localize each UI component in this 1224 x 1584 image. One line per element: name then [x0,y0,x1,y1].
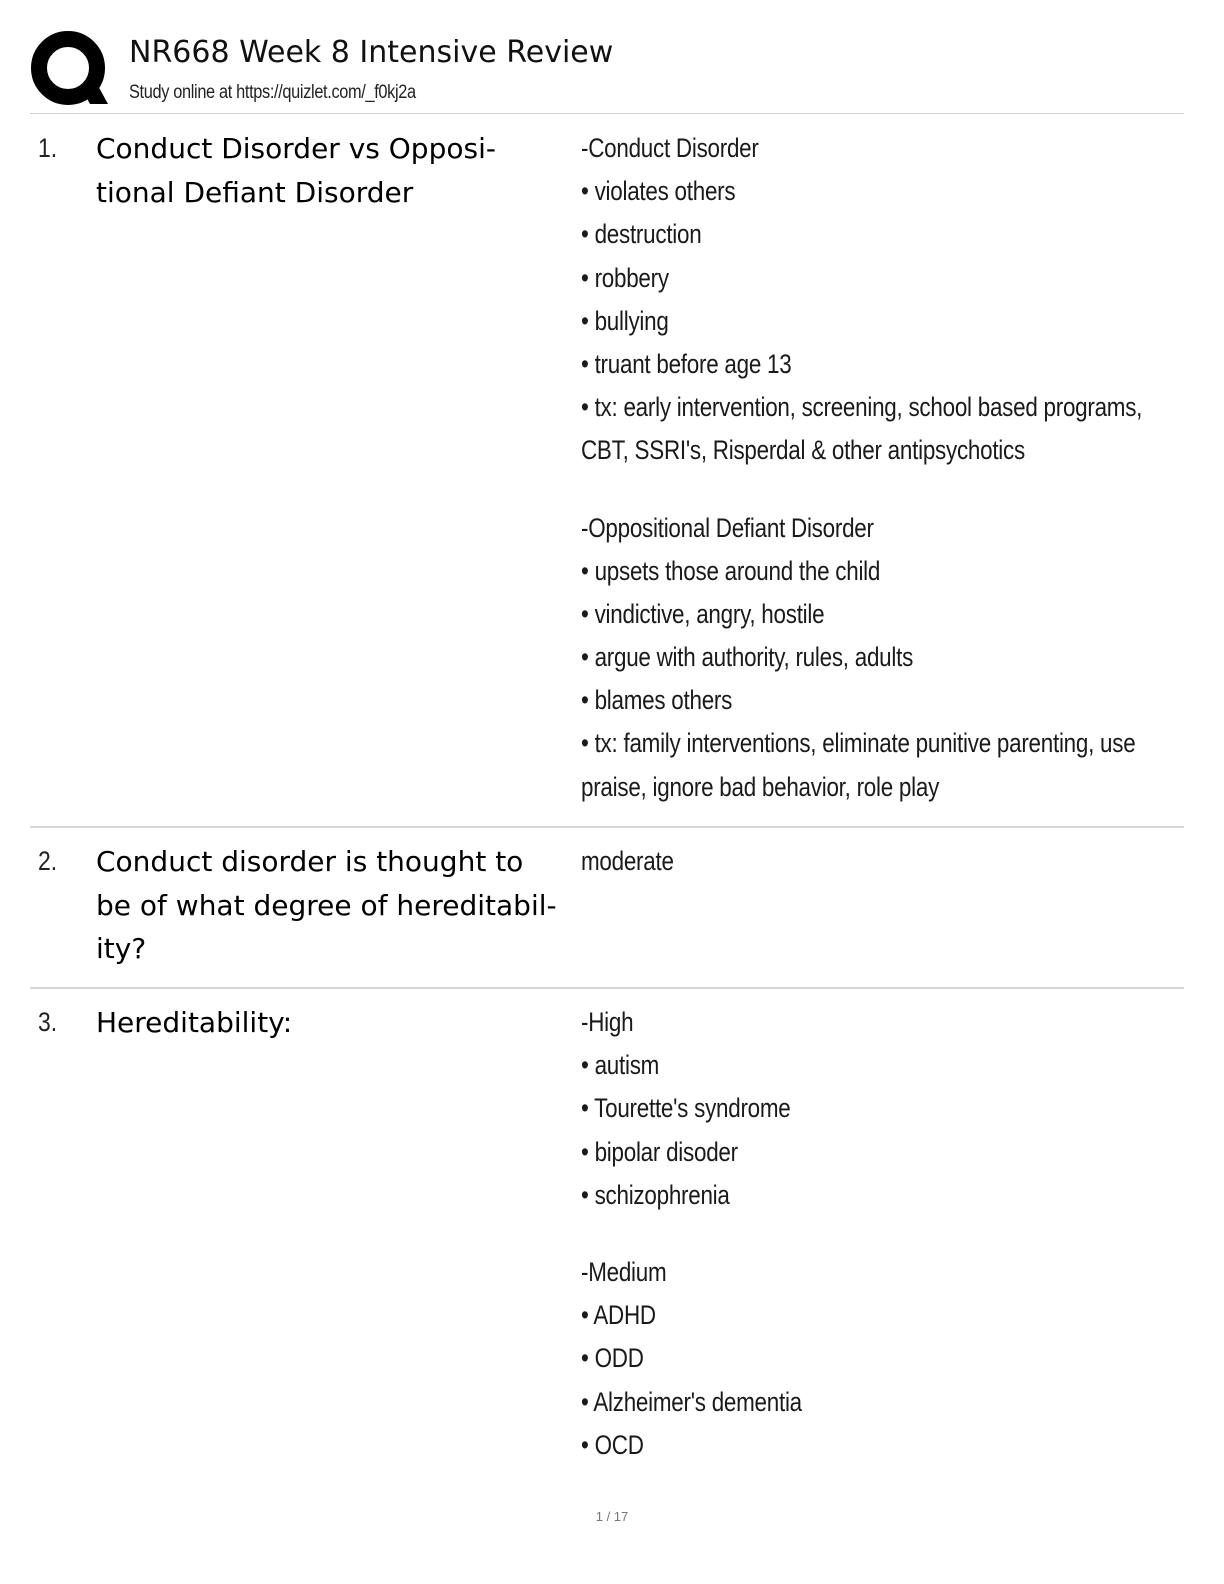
card-definition [581,127,1179,809]
term-line: be of what degree of hereditabil- [96,888,557,922]
definition-line: • tx: family interventions, eliminate punitive parenting, use [581,728,1136,759]
definition-line: • bullying [581,305,669,336]
definition-line: -High [581,1007,634,1037]
definition-line: • argue with authority, rules, adults [581,642,914,673]
card-divider [30,826,1184,828]
definition-line: • robbery [581,262,669,293]
card-number: 3. [38,1007,58,1037]
card-term [96,1001,576,1045]
definition-line: • Alzheimer's dementia [581,1386,802,1417]
card-term [96,127,576,214]
term-line: Conduct disorder is thought to [96,845,524,878]
definition-line: moderate [581,846,674,876]
definition-line: • autism [581,1050,660,1081]
definition-line: • upsets those around the child [581,555,881,586]
card-definition [581,840,1179,883]
definition-line: • Tourette's syndrome [581,1093,791,1124]
quizlet-logo-tail-icon [30,30,110,110]
definition-line: praise, ignore bad behavior, role play [581,771,940,802]
definition-line: -Oppositional Defiant Disorder [581,512,874,543]
definition-line: • destruction [581,219,702,250]
card-number: 2. [38,846,58,876]
definition-line: • vindictive, angry, hostile [581,598,825,629]
definition-line: -Conduct Disorder [581,133,759,163]
header-divider [30,113,1184,114]
term-line: tional Defiant Disorder [96,175,414,209]
definition-line: • truant before age 13 [581,348,792,379]
study-online-link-text: Study online at https://quizlet.com/_f0kj2a [129,82,416,103]
card-number: 1. [38,133,58,163]
page-indicator: 1 / 17 [595,1509,629,1524]
card-divider [30,987,1184,989]
definition-line: • OCD [581,1429,644,1460]
definition-line: • schizophrenia [581,1179,730,1210]
card-term [96,840,576,971]
term-line: Conduct Disorder vs Opposi- [96,132,496,165]
definition-line: • ODD [581,1343,644,1374]
term-line: Hereditability: [96,1006,293,1039]
definition-line: • blames others [581,685,733,716]
definition-line: -Medium [581,1256,667,1287]
definition-line: • ADHD [581,1300,656,1331]
definition-line: • violates others [581,176,736,207]
document-title: NR668 Week 8 Intensive Review [129,35,614,70]
card-definition [581,1001,1179,1467]
term-line: ity? [96,932,147,965]
definition-line: • bipolar disoder [581,1136,738,1167]
definition-line: CBT, SSRI's, Risperdal & other antipsychotics [581,435,1025,466]
definition-line: • tx: early intervention, screening, school based programs, [581,392,1143,423]
